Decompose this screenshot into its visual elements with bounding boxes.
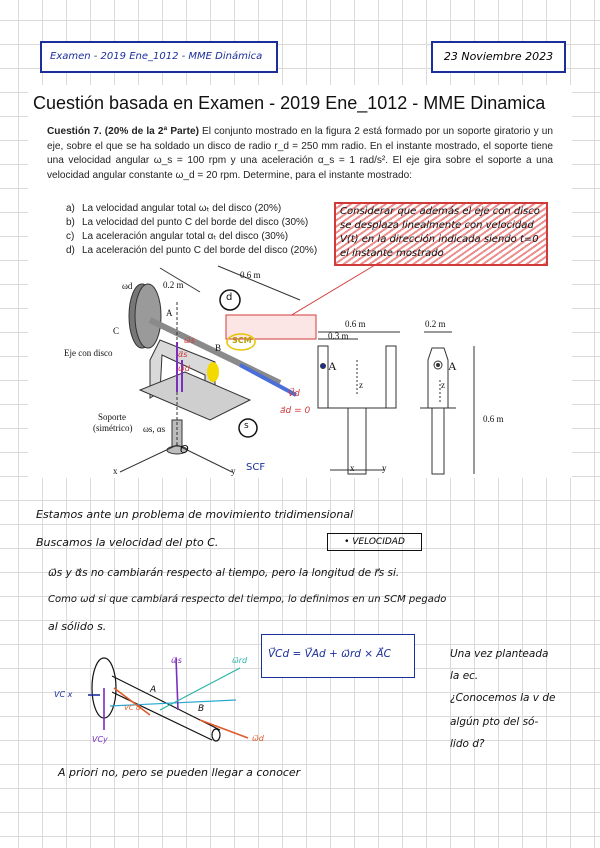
fig-ws-red: ω⃗s (184, 336, 195, 345)
sketch-ws (176, 658, 178, 710)
handwritten-note: Considerar que además el eje con disco se desplaza linealmente con velocidad V(t) en la dirección indicada siendo t=0 el instante mostrado (334, 202, 548, 266)
fig-eje-label: Eje con disco (64, 348, 113, 358)
sketch-A: A (150, 685, 157, 695)
fig-side-x: x (350, 463, 355, 473)
task-item: b) La velocidad del punto C del borde del disco (30%) (66, 217, 309, 228)
hand-line-1: Estamos ante un problema de movimiento tridimensional (36, 508, 354, 521)
hand-line-3: ω⃗s y α⃗s no cambiarán respecto al tiempo, pero la longitud de r⃗s si. (48, 567, 400, 579)
fig-scf: SCF (246, 462, 266, 473)
fig-as-red: α⃗s (178, 350, 188, 359)
fig-side-dim-02: 0.2 m (425, 319, 446, 329)
hand-line-6: A priori no, pero se pueden llegar a conocer (58, 766, 301, 779)
fig-wd-red: ω⃗d (178, 364, 190, 373)
question-text: El conjunto mostrado en la figura 2 está formado por un soporte giratorio y un eje, sobre el que se ha soldado un disco de radio r_d = 250 mm radio. En el instante mostrado, el soporte tiene una velocidad angular ω_s = 100 rpm y una aceleración α_s = 1 rad/s². El eje gira sobre el soporte a una velocidad angular constante ω_d = 20 rpm. Determine, para el instante mostrado: (47, 126, 553, 181)
fig-side-dim-06v: 0.6 m (483, 414, 504, 424)
side-note-4: algún pto del só- (450, 716, 539, 728)
hand-line-5: al sólido s. (48, 620, 107, 633)
fig-x: x (113, 466, 118, 476)
sketch-ws-label: ω⃗s (171, 656, 182, 665)
fig-ad0: a⃗d = 0 (280, 406, 311, 416)
fig-C: C (113, 326, 120, 336)
equation-box (261, 634, 415, 678)
sketch-vcd-label: VC d (124, 704, 141, 712)
sketch-B: B (198, 704, 205, 714)
fig-dim-02: 0.2 m (163, 280, 184, 290)
fig-A: A (166, 308, 173, 318)
fig-O: O (180, 443, 189, 456)
task-item: d) La aceleración del punto C del borde del disco (20%) (66, 245, 318, 256)
question-lead: Cuestión 7. (20% de la 2ª Parte) (47, 126, 199, 137)
fig-side-z: z (359, 380, 363, 390)
fig-dim-06: 0.6 m (240, 270, 261, 280)
side-note-5: lido d? (450, 738, 485, 750)
exam-label: Examen - 2019 Ene_1012 - MME Dinámica (50, 51, 263, 62)
fig-d: d (226, 292, 233, 303)
side-note-3: ¿Conocemos la v de (450, 692, 556, 704)
fig-side-z2: z (441, 380, 445, 390)
axis-x-line (120, 445, 177, 472)
hand-line-2: Buscamos la velocidad del pto C. (36, 536, 219, 549)
side-note-1: Una vez planteada (450, 648, 549, 660)
fig-wd: ωd (122, 281, 133, 291)
side-note-2: la ec. (450, 670, 479, 682)
fig-side-A: A (328, 359, 337, 373)
fig-s: s (244, 421, 249, 431)
task-item: c) La aceleración angular total αₜ del disco (30%) (66, 231, 289, 242)
fig-simetrico: (simétrico) (93, 423, 133, 433)
fig-B: B (215, 343, 222, 353)
fig-ws-as: ωs, αs (143, 424, 166, 434)
fig-side-dim-03: 0.3 m (328, 331, 349, 341)
page-title: Cuestión basada en Examen - 2019 Ene_1012 - MME Dinamica (33, 93, 546, 113)
side-view-1 (318, 332, 400, 474)
fig-side-y: y (382, 463, 387, 473)
fig-y: y (231, 466, 236, 476)
sketch-vcy-label: VCy (92, 735, 108, 744)
fig-vd: V⃗d (288, 389, 300, 399)
fig-soporte: Soporte (98, 412, 126, 422)
side-view-2 (420, 332, 474, 474)
fig-scm: SCM (232, 336, 252, 345)
sketch-vcx-label: VC x (54, 690, 73, 699)
velocity-equation: V⃗Cd = V⃗Ad + ω⃗rd × A⃗C (268, 648, 391, 660)
sketch-wd (200, 720, 248, 738)
hand-line-4: Como ωd si que cambiará respecto del tiempo, lo definimos en un SCM pegado (48, 594, 447, 605)
fig-side-A2: A (448, 359, 457, 373)
sketch-wd-label: ω⃗d (252, 734, 264, 743)
fig-side-dim-06: 0.6 m (345, 319, 366, 329)
sketch-wrd-label: ω⃗rd (232, 656, 248, 665)
task-item: a) La velocidad angular total ωₜ del disco (20%) (66, 203, 282, 214)
date: 23 Noviembre 2023 (443, 50, 554, 63)
velocidad-tag: • VELOCIDAD (327, 533, 422, 551)
